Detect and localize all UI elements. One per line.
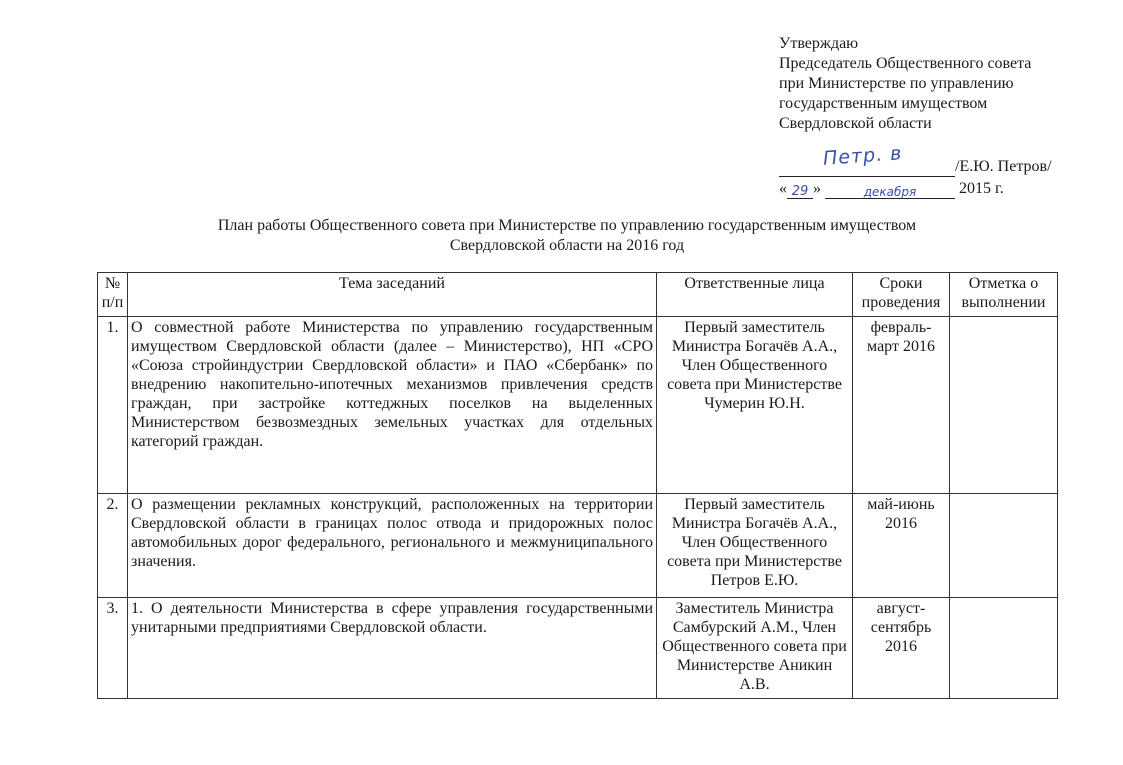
cell-num: 2. — [98, 494, 128, 598]
header-mark: Отметка о выполнении — [950, 273, 1058, 317]
cell-mark — [950, 598, 1058, 699]
cell-topic: 1. О деятельности Министерства в сфере управления государственными унитарными предприятиями Свердловской области. — [128, 598, 657, 699]
header-responsible: Ответственные лица — [657, 273, 853, 317]
header-terms: Сроки проведения — [853, 273, 950, 317]
approval-date-row — [779, 179, 1004, 199]
table-header-row — [98, 273, 1058, 317]
cell-responsible: Первый заместитель Министра Богачёв А.А., Член Общественного совета при Министерстве Чумерин Ю.Н. — [657, 317, 853, 494]
cell-topic: О размещении рекламных конструкций, расположенных на территории Свердловской области в границах полос отвода и придорожных полос автомобильных дорог федерального, регионального и межмуниципального значения. — [128, 494, 657, 598]
cell-terms: февраль-март 2016 — [853, 317, 950, 494]
table-row — [98, 317, 1058, 494]
cell-responsible: Заместитель Министра Самбурский А.М., Член Общественного совета при Министерстве Аникин А.В. — [657, 598, 853, 699]
header-num: № п/п — [98, 273, 128, 317]
approval-line: государственным имуществом — [779, 95, 988, 112]
date-open-quote: « — [779, 180, 787, 197]
approval-block — [779, 34, 1109, 134]
date-day: 29 — [787, 182, 813, 199]
cell-mark — [950, 317, 1058, 494]
document-title — [100, 216, 1034, 256]
cell-num: 1. — [98, 317, 128, 494]
handwritten-signature: Петр. в — [822, 142, 904, 170]
date-close-quote: » — [813, 180, 821, 197]
approval-line: Утверждаю — [779, 35, 859, 52]
table-row — [98, 494, 1058, 598]
date-year: 2015 г. — [959, 180, 1004, 197]
plan-table — [97, 272, 1058, 699]
cell-topic: О совместной работе Министерства по управлению государственным имуществом Свердловской области (далее – Министерство), НП «СРО «Союза стройиндустрии Свердловской области» и ПАО «Сбербанк» по внедрению накопительно-ипотечных механизмов привлечения средств граждан, при застройке коттеджных поселков на выделенных Министерством безвозмездных земельных участках для отдельных категорий граждан. — [128, 317, 657, 494]
cell-responsible: Первый заместитель Министра Богачёв А.А., Член Общественного совета при Министерстве Петров Е.Ю. — [657, 494, 853, 598]
approval-line: Свердловской области — [779, 115, 932, 132]
approval-line: при Министерстве по управлению — [779, 75, 1014, 92]
date-month: декабря — [825, 182, 955, 199]
document-title-line: План работы Общественного совета при Министерстве по управлению государственным имуществом — [217, 217, 917, 234]
table-row — [98, 598, 1058, 699]
signer-name: /Е.Ю. Петров/ — [955, 158, 1052, 175]
document-title-line: Свердловской области на 2016 год — [449, 237, 685, 254]
header-topic: Тема заседаний — [128, 273, 657, 317]
cell-mark — [950, 494, 1058, 598]
signature-row — [779, 142, 1052, 177]
cell-terms: май-июнь 2016 — [853, 494, 950, 598]
approval-line: Председатель Общественного совета — [779, 55, 1032, 72]
cell-terms: август-сентябрь 2016 — [853, 598, 950, 699]
cell-num: 3. — [98, 598, 128, 699]
signature-line — [779, 142, 955, 177]
